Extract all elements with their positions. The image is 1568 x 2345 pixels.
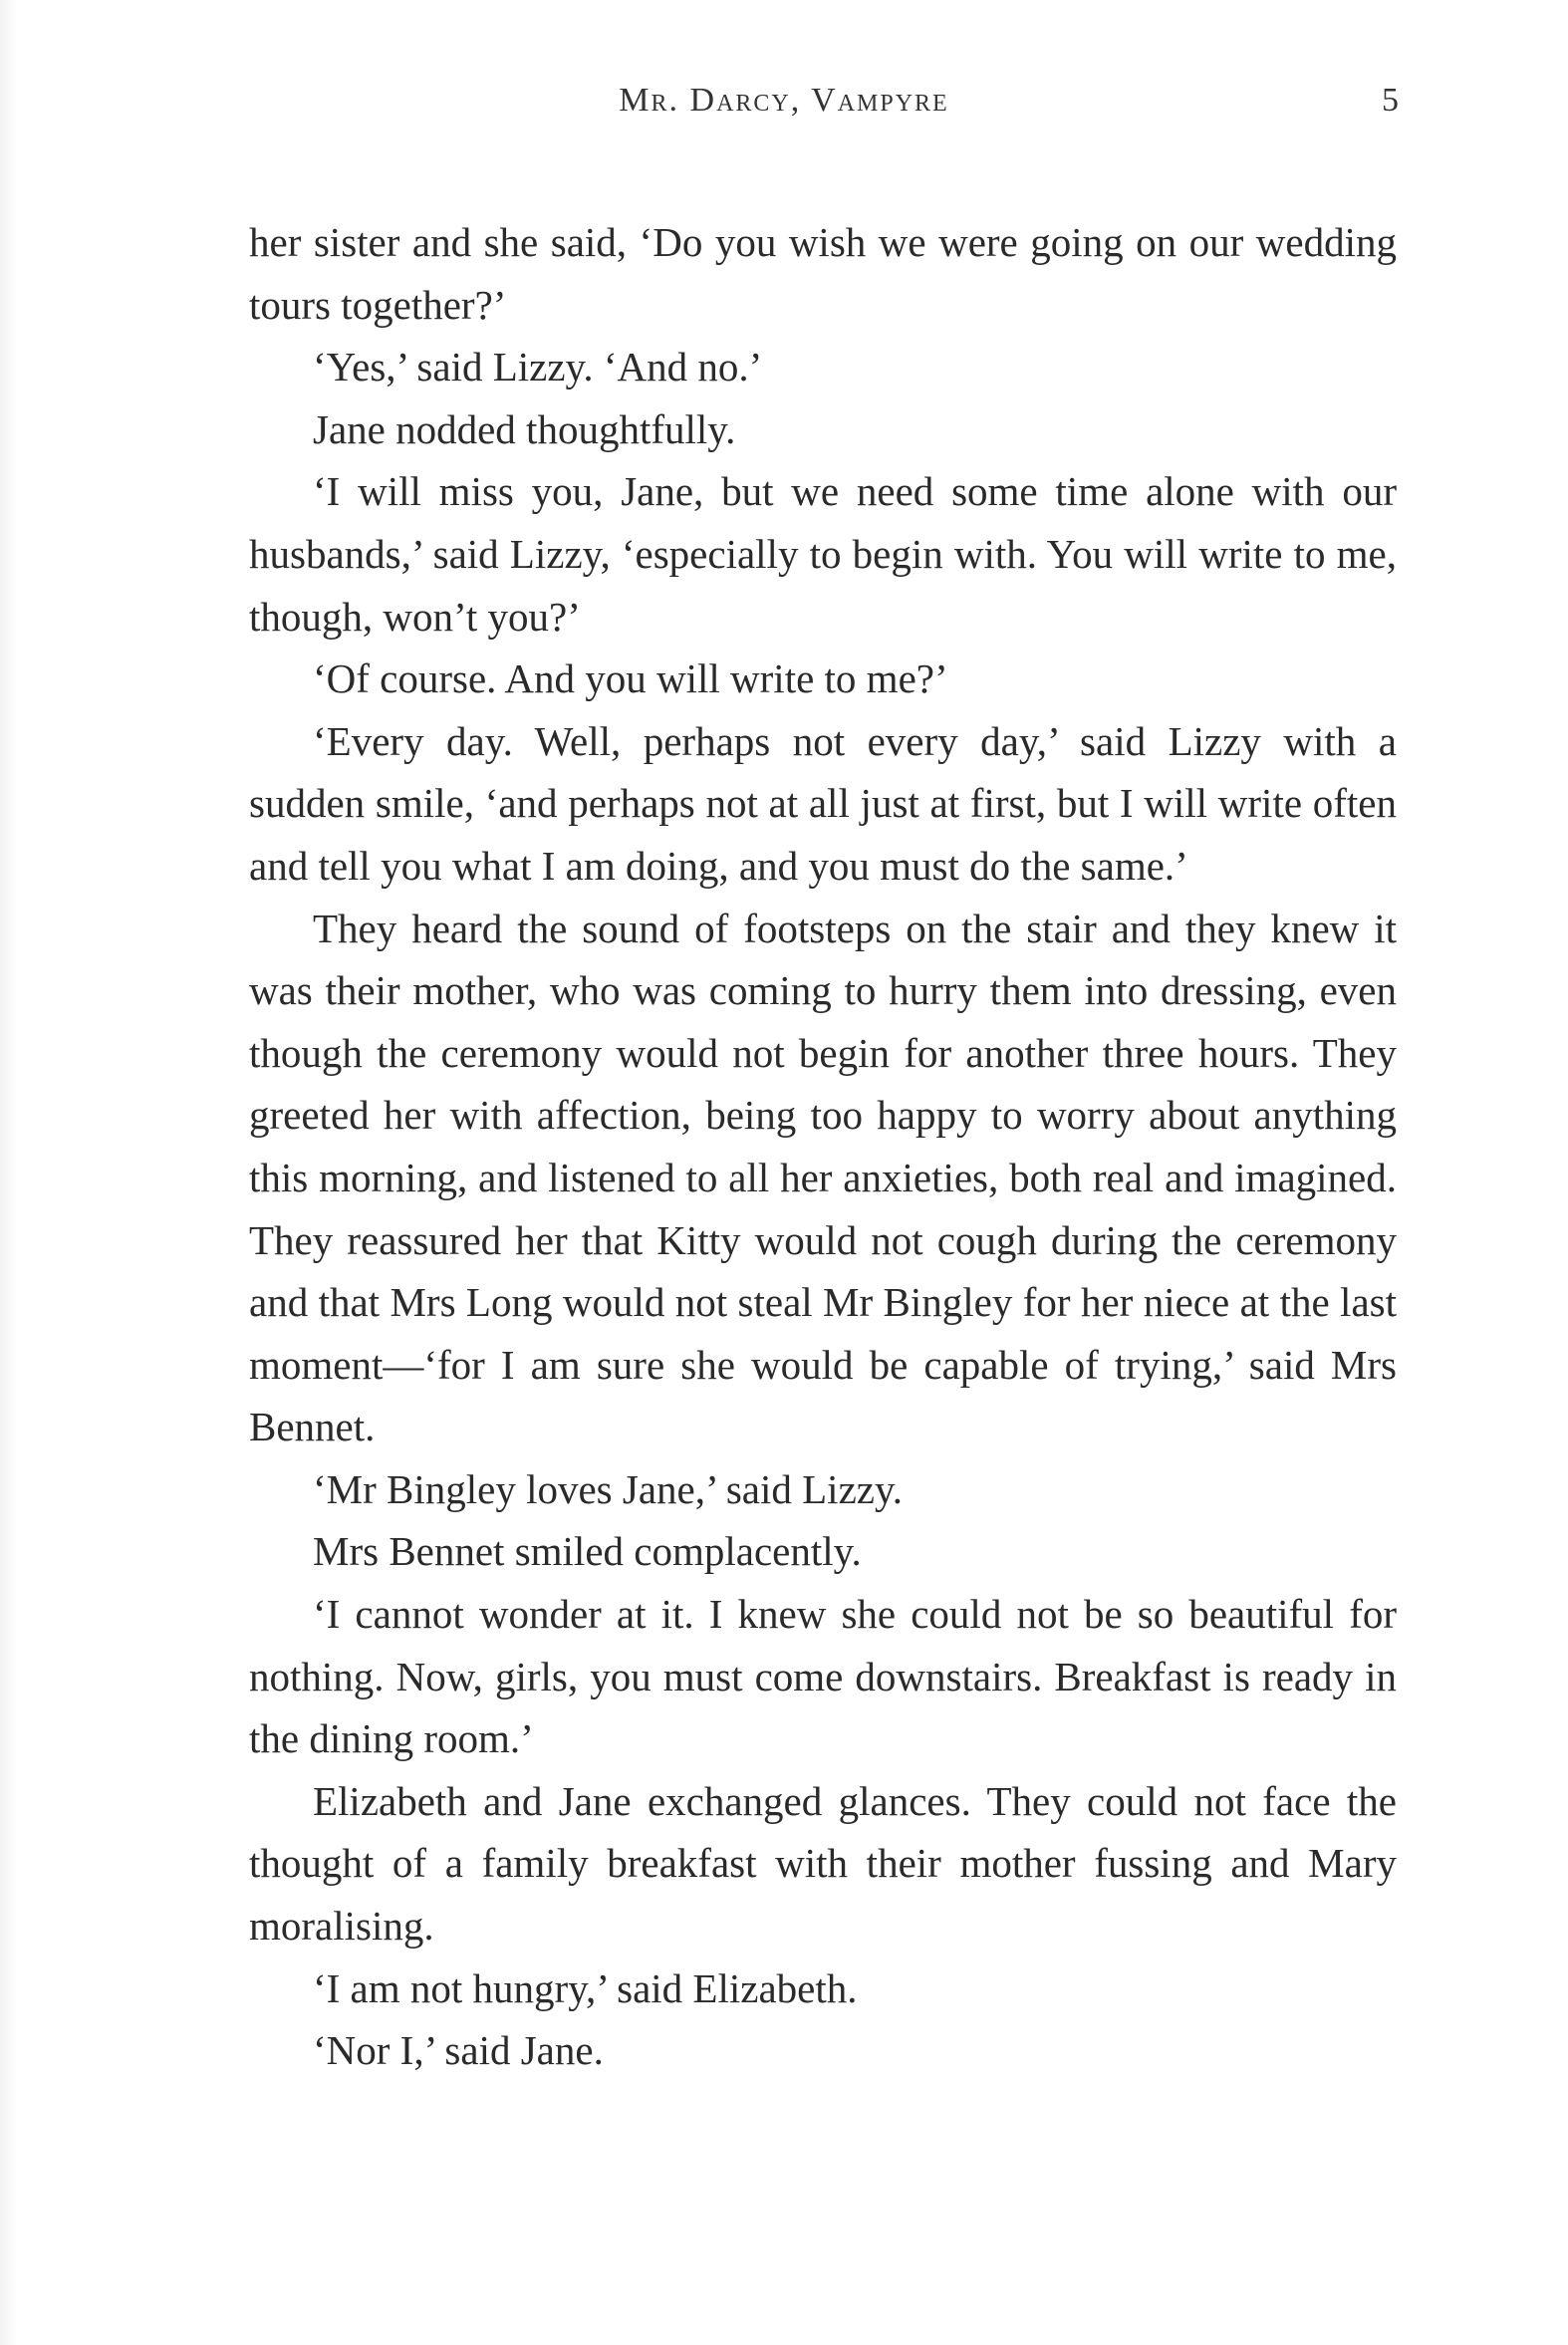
paragraph: ‘I will miss you, Jane, but we need some time alone with our husbands,’ said Lizzy, ‘especially to begin with. You will write to me, though, won’t you?’	[249, 468, 1397, 640]
paragraph: ‘I am not hungry,’ said Elizabeth.	[313, 1964, 858, 2011]
body-text	[249, 211, 1397, 2082]
paragraph: ‘I cannot wonder at it. I knew she could not be so beautiful for nothing. Now, girls, you must come downstairs. Breakfast is ready in the dining room.’	[249, 1591, 1397, 1762]
paragraph: Elizabeth and Jane exchanged glances. They could not face the thought of a family breakfast with their mother fussing and Mary moralising.	[249, 1777, 1397, 1950]
paragraph: Jane nodded thoughtfully.	[313, 405, 736, 452]
paragraph: ‘Mr Bingley loves Jane,’ said Lizzy.	[313, 1465, 904, 1512]
scan-edge-shadow	[0, 0, 18, 2345]
paragraph: ‘Every day. Well, perhaps not every day,’ said Lizzy with a sudden smile, ‘and perhaps not at all just at first, but I will write often and tell you what I am doing, and you must do the same.’	[249, 717, 1397, 889]
paragraph: ‘Of course. And you will write to me?’	[313, 655, 948, 702]
paragraph: They heard the sound of footsteps on the stair and they knew it was their mother, who was coming to hurry them into dressing, even though the ceremony would not begin for another three hours. They greeted her with affection, being too happy to worry about anything this morning, and listened to all her anxieties, both real and imagined. They reassured her that Kitty would not cough during the ceremony and that Mrs Long would not steal Mr Bingley for her niece at the last moment—‘for I am sure she would be capable of trying,’ said Mrs Bennet.	[249, 905, 1397, 1450]
page-number: 5	[1382, 82, 1399, 119]
paragraph: her sister and she said, ‘Do you wish we were going on our wedding tours together?’	[249, 219, 1397, 328]
paragraph: Mrs Bennet smiled complacently.	[313, 1528, 862, 1575]
running-header	[0, 82, 1568, 131]
paragraph: ‘Nor I,’ said Jane.	[313, 2027, 604, 2074]
paragraph: ‘Yes,’ said Lizzy. ‘And no.’	[313, 344, 763, 391]
running-title: Mr. Darcy, Vampyre	[619, 82, 949, 119]
